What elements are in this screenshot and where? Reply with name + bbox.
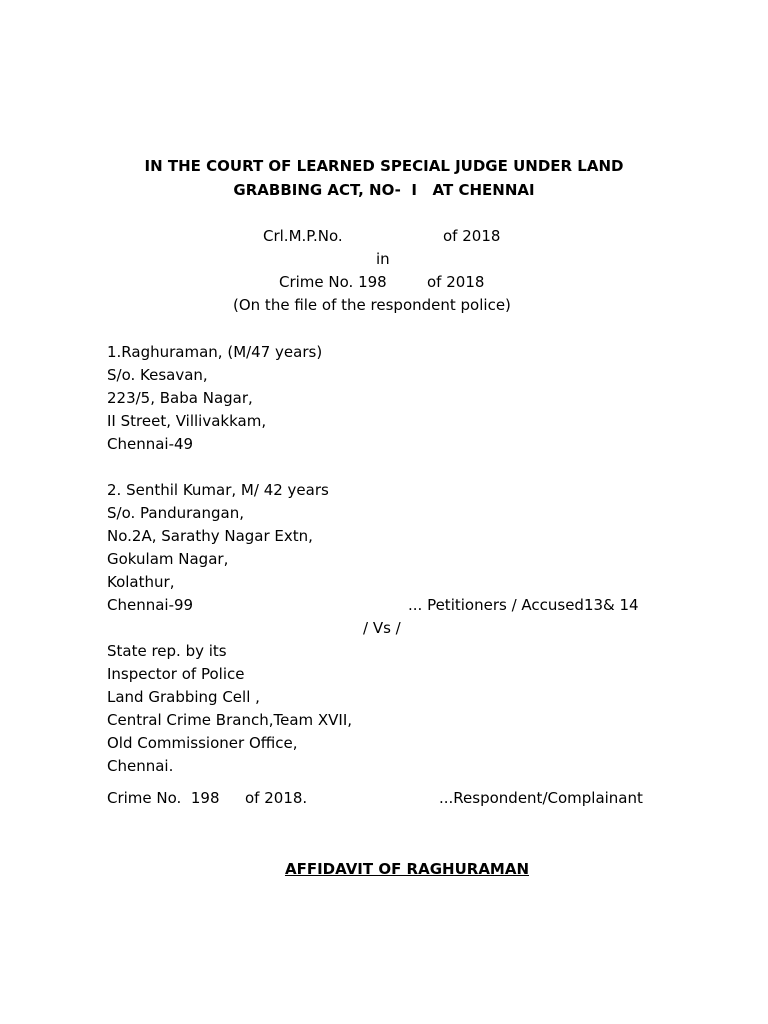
respondent-line: Central Crime Branch,Team XVII, (107, 711, 353, 729)
respondent-role: ...Respondent/Complainant (439, 789, 643, 807)
petitioner2-line: Chennai-99 (107, 596, 194, 614)
respondent-crime-label: Crime No. 198 (107, 789, 220, 807)
petitioner2-line: S/o. Pandurangan, (107, 504, 244, 522)
petitioner1-line: II Street, Villivakkam, (107, 412, 267, 430)
respondent-line: Land Grabbing Cell , (107, 688, 260, 706)
crime-number-year: of 2018 (427, 273, 485, 291)
petitioner1-line: 223/5, Baba Nagar, (107, 389, 253, 407)
respondent-line: State rep. by its (107, 642, 227, 660)
petitioner1-line: S/o. Kesavan, (107, 366, 208, 384)
court-heading-line1: IN THE COURT OF LEARNED SPECIAL JUDGE UNDER LAND (144, 157, 624, 175)
crl-mp-year: of 2018 (443, 227, 501, 245)
petitioner2-line: 2. Senthil Kumar, M/ 42 years (107, 481, 329, 499)
respondent-line: Chennai. (107, 757, 174, 775)
crl-mp-label: Crl.M.P.No. (263, 227, 343, 245)
petitioner1-line: Chennai-49 (107, 435, 194, 453)
in-text: in (376, 250, 390, 268)
petitioner2-line: No.2A, Sarathy Nagar Extn, (107, 527, 313, 545)
affidavit-title: AFFIDAVIT OF RAGHURAMAN (284, 860, 530, 878)
petitioner2-line: Gokulam Nagar, (107, 550, 229, 568)
petitioner2-line: Kolathur, (107, 573, 175, 591)
file-note: (On the file of the respondent police) (233, 296, 511, 314)
court-heading-line2: GRABBING ACT, NO- I AT CHENNAI (233, 181, 535, 199)
respondent-line: Old Commissioner Office, (107, 734, 298, 752)
crime-number-label: Crime No. 198 (279, 273, 387, 291)
petitioner1-line: 1.Raghuraman, (M/47 years) (107, 343, 323, 361)
petitioners-role: ... Petitioners / Accused13& 14 (408, 596, 639, 614)
respondent-crime-year: of 2018. (245, 789, 308, 807)
versus-text: / Vs / (363, 619, 401, 637)
respondent-line: Inspector of Police (107, 665, 245, 683)
